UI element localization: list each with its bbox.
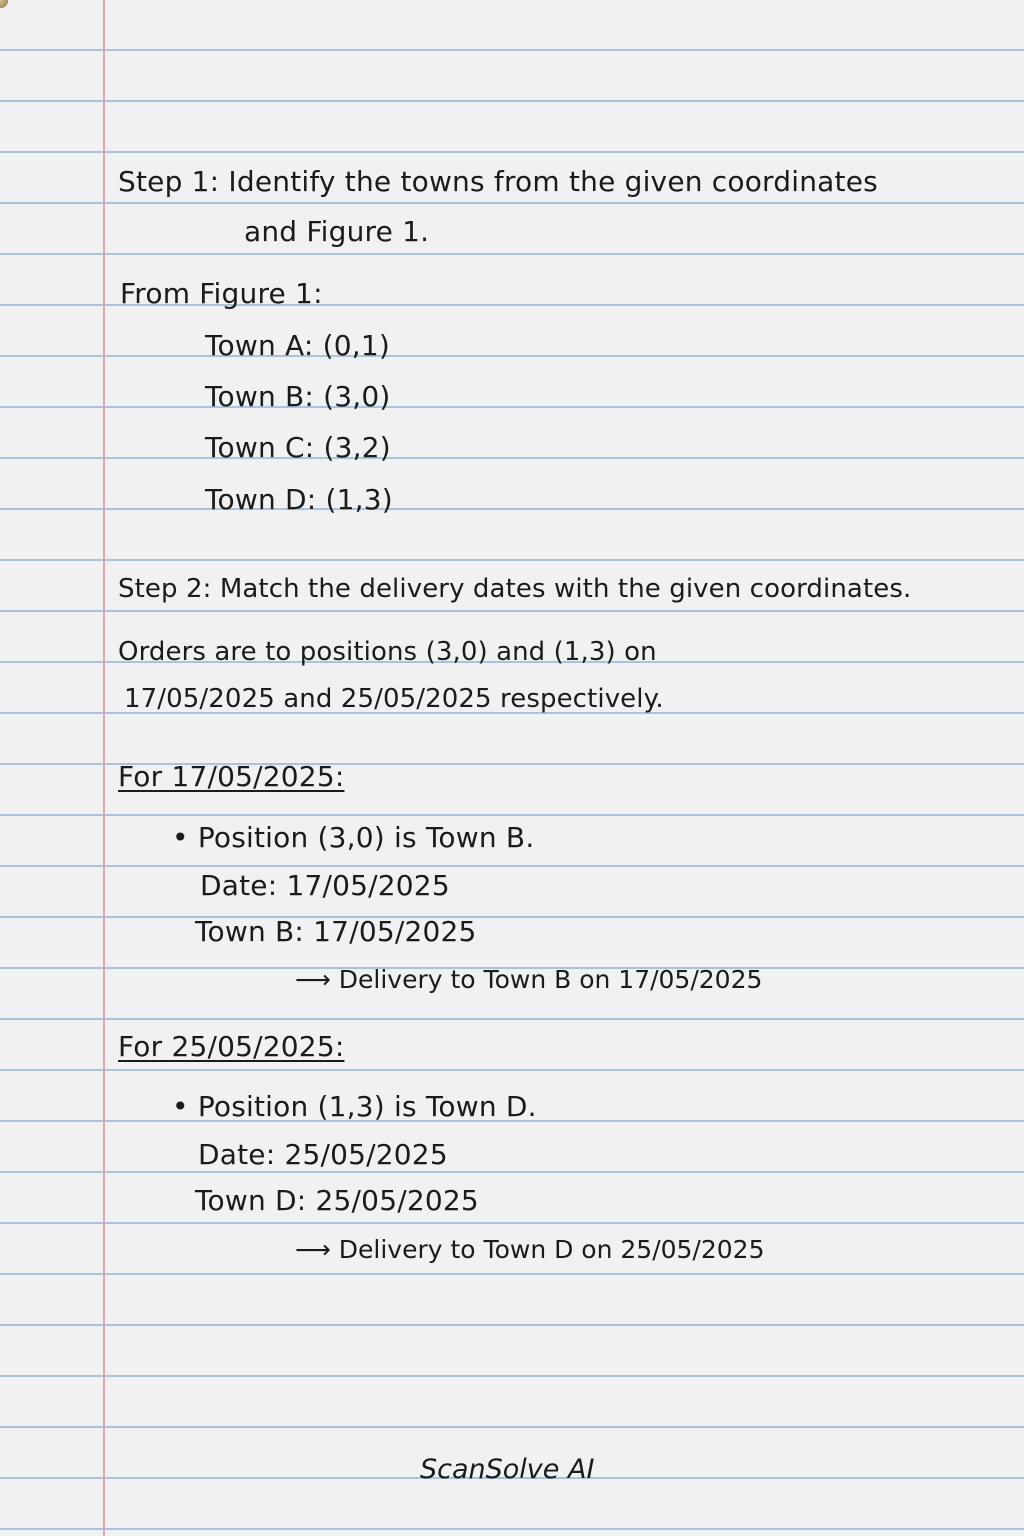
section-1-town: Town B: 17/05/2025 xyxy=(195,915,477,948)
section-2-position: • Position (1,3) is Town D. xyxy=(172,1090,537,1123)
town-a-coordinate: Town A: (0,1) xyxy=(205,329,390,362)
section-1-date: Date: 17/05/2025 xyxy=(200,869,450,902)
orders-line-1: Orders are to positions (3,0) and (1,3) on xyxy=(118,637,657,667)
from-figure-label: From Figure 1: xyxy=(120,277,323,310)
footer-brand: ScanSolve AI xyxy=(420,1454,595,1485)
town-c-coordinate: Town C: (3,2) xyxy=(205,431,391,464)
step1-heading-continued: and Figure 1. xyxy=(244,215,430,248)
section-1-result: ⟶ Delivery to Town B on 17/05/2025 xyxy=(295,965,763,994)
section-title-25-05-2025: For 25/05/2025: xyxy=(118,1030,345,1063)
section-2-town: Town D: 25/05/2025 xyxy=(195,1184,479,1217)
margin-line xyxy=(103,0,105,1536)
section-2-date: Date: 25/05/2025 xyxy=(198,1138,448,1171)
section-1-position: • Position (3,0) is Town B. xyxy=(172,821,535,854)
section-title-17-05-2025: For 17/05/2025: xyxy=(118,760,345,793)
town-d-coordinate: Town D: (1,3) xyxy=(205,483,393,516)
section-2-result: ⟶ Delivery to Town D on 25/05/2025 xyxy=(295,1235,765,1264)
town-b-coordinate: Town B: (3,0) xyxy=(205,380,391,413)
step2-heading: Step 2: Match the delivery dates with the given coordinates. xyxy=(118,574,912,604)
step1-heading: Step 1: Identify the towns from the given coordinates xyxy=(118,165,878,198)
pin-icon xyxy=(0,0,8,8)
orders-line-2: 17/05/2025 and 25/05/2025 respectively. xyxy=(124,684,664,714)
